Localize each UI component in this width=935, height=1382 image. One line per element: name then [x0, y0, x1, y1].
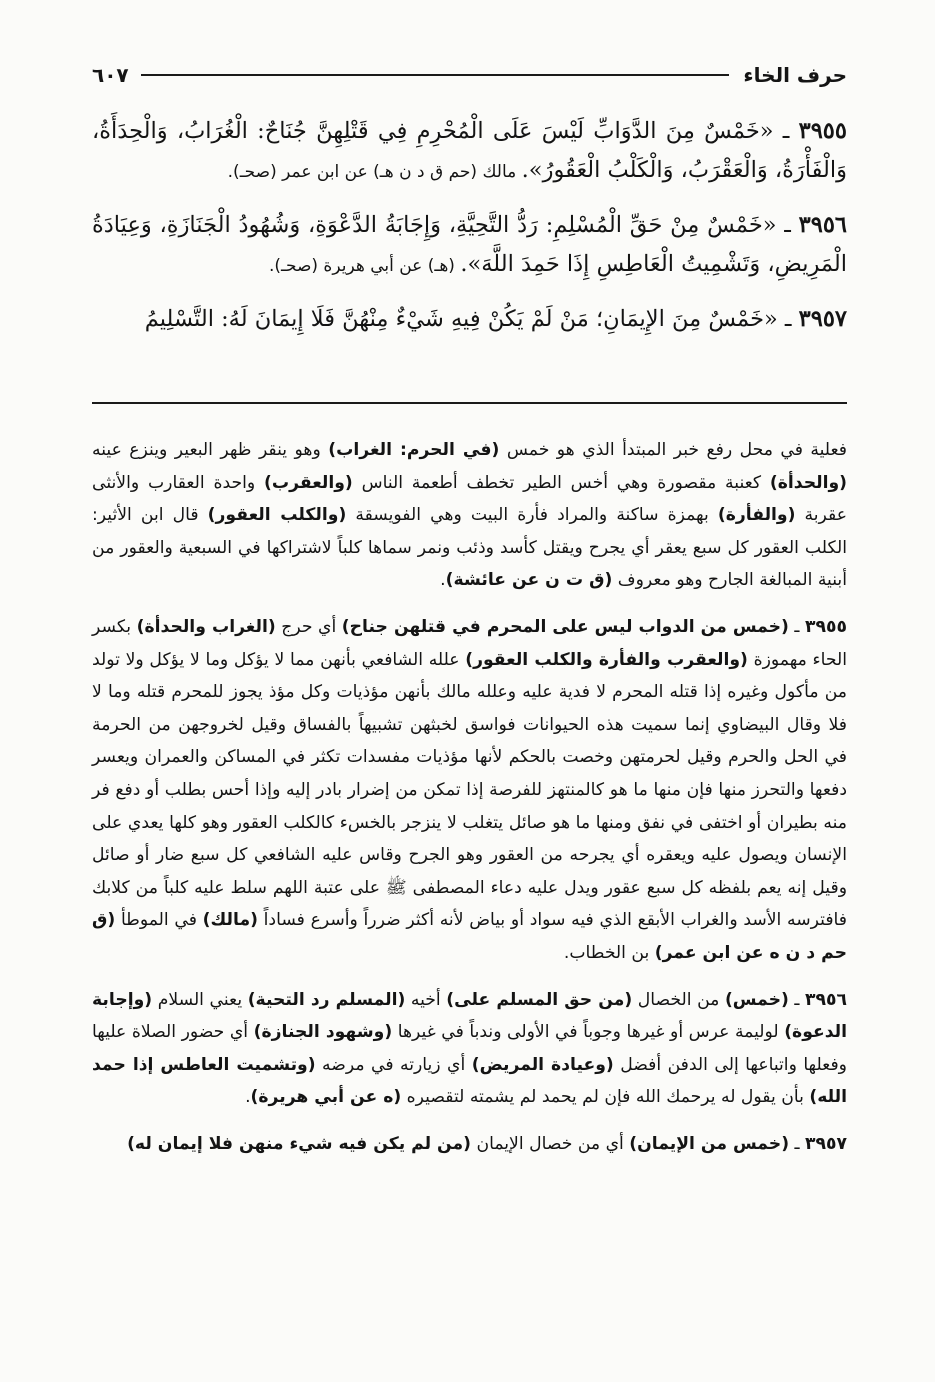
quoted-phrase: (في الحرم: الغراب) [328, 440, 500, 460]
quoted-phrase: (المسلم رد التحية) [247, 989, 406, 1010]
hadith-source: (هـ) عن أبي هريرة (صحـ). [268, 256, 461, 276]
commentary-text: أي حضور الصلاة عليها وفعلها واتباعها إلى الدفن أفضل [92, 1022, 847, 1075]
quoted-phrase: (خمس من الإيمان) [629, 1133, 790, 1154]
quoted-phrase: (خمس من الدواب ليس على المحرم في قتلهن جناح) [341, 616, 789, 637]
commentary-text: كعنبة مقصورة وهي أخس الطير تخطف أطعمة الناس [352, 472, 770, 493]
commentary-text: وهو ينقر ظهر البعير وينزع عينه [92, 440, 329, 460]
commentary-text: ـ [789, 1133, 806, 1154]
commentary-entry [92, 434, 847, 597]
quoted-phrase: (ق ت ن عن عائشة) [445, 570, 613, 591]
commentary-text: أخيه [405, 989, 447, 1010]
entry-dash: ـ [777, 306, 799, 332]
quoted-phrase: (والحدأة) [769, 472, 847, 493]
commentary-block [92, 434, 847, 1174]
commentary-text: واحدة العقارب والأنثى عقربة [92, 472, 847, 526]
quoted-phrase: (وشهود الجنازة) [253, 1022, 393, 1043]
quoted-phrase: (وإجابة الدعوة) [92, 989, 847, 1043]
commentary-text: قال ابن الأثير: الكلب العقور كل سبع يعقر أي يجرح ويقتل كأسد وذئب ونمر سماها كلباً لاشتراكها في السبعية والعقور من أبنية المبالغة الجارح وهو معروف [92, 505, 847, 591]
commentary-entry [92, 984, 847, 1114]
commentary-text: أي زيارته في مرضه [315, 1054, 472, 1075]
hadith-text: «خَمْسٌ مِنْ حَقِّ الْمُسْلِمِ: رَدُّ التَّحِيَّةِ، وَإِجَابَةُ الدَّعْوَةِ، وَشُهُودُ الْجَنَازَةِ، وَعِيَادَةُ الْمَرِيضِ، وَتَشْمِيتُ الْعَاطِسِ إِذَا حَمِدَ اللَّهَ». [92, 212, 847, 277]
entry-dash: ـ [776, 212, 799, 238]
quoted-phrase: (ه عن أبي هريرة) [250, 1087, 402, 1108]
quoted-phrase: (من حق المسلم على) [446, 989, 633, 1010]
commentary-text: بكسر الحاء مهموزة [92, 616, 847, 670]
hadith-entry [92, 206, 847, 286]
commentary-text: يعني السلام [152, 989, 248, 1010]
quoted-phrase: (والعقرب والفأرة والكلب العقور) [465, 649, 748, 670]
hadith-text: «خَمْسٌ مِنَ الإِيمَانِ؛ مَنْ لَمْ يَكُنْ فِيهِ شَيْءٌ مِنْهُنَّ فَلَا إِيمَانَ لَهُ: التَّسْلِيمُ [144, 306, 778, 332]
section-divider [92, 402, 847, 404]
entry-dash: ـ [773, 118, 799, 144]
commentary-text: علله الشافعي بأنهن مما لا يؤكل وما لا يؤكل ولا تولد من مأكول وغيره إذا قتله المحرم لا فدية عليه وعلله مالك بأنهن مؤذيات وكل مؤذ يجوز للمحرم قتله وما لا فلا وقال البيضاوي إنما سميت هذه الحيوانات فواسق لخبثهن تشبيهاً بالفساق وقيل لخروجهن من الحرمة في الحل والحرم وقيل لحرمتهن وخصت بالحكم لأنها مؤذيات مفسدات تكثر في المساكن والعمران ويعسر دفعها والتحرز منها فإن منها ما هو كالمنتهز للفرصة إذا تمكن من إضرار بادر إليه وإذا أحس بطلب أو دفع فر منه بطيران أو اختفى في نفق ومنها ما هو صائل يتغلب لا ينزجر بالخسء كالكلب العقور وهو كلها يعدي على الإنسان ويصول عليه ويعقره أي يجرحه من العقور وهو الجرح وقاس عليه الشافعي كل سبع ضار أو صائل وقيل إنه يعم بلفظه كل سبع عقور ويدل عليه دعاء المصطفى ﷺ على عتبة اللهم سلط عليه كلباً من كلابك فافترسه الأسد والغراب الأبقع الذي فيه سواد أو بياض لأنه أكثر ضرراً وأسرع فساداً [92, 649, 847, 931]
quoted-phrase: (والعقرب) [264, 472, 353, 493]
commentary-text: أي من خصال الإيمان [471, 1133, 630, 1154]
commentary-text: بهمزة ساكنة والمراد فأرة البيت وهي الفويسقة [346, 505, 718, 526]
hadith-entry [92, 300, 847, 341]
quoted-phrase: (الغراب والحدأة) [136, 616, 276, 637]
header-rule [141, 74, 730, 76]
commentary-text: . [245, 1087, 251, 1108]
hadith-number: ٣٩٥٥ [798, 118, 847, 144]
commentary-text: فعلية في محل رفع خبر المبتدأ الذي هو خمس [499, 440, 847, 460]
commentary-text: بن الخطاب. [563, 942, 655, 963]
hadith-text: «خَمْسٌ مِنَ الدَّوَابِّ لَيْسَ عَلَى الْمُحْرِمِ فِي قَتْلِهِنَّ جُنَاحٌ: الْغُرَابُ، وَالْحِدَأَةُ، وَالْفَأْرَةُ، وَالْعَقْرَبُ، وَالْكَلْبُ الْعَقُورُ». [92, 118, 847, 183]
hadith-number: ٣٩٥٧ [798, 306, 847, 332]
hadith-source: مالك (حم ق د ن هـ) عن ابن عمر (صحـ). [227, 162, 522, 182]
quoted-phrase: (ق حم د ن ه عن ابن عمر) [92, 910, 847, 963]
quoted-phrase: (خمس) [724, 989, 789, 1010]
hadith-text-block [92, 112, 847, 355]
quoted-phrase: (والفأرة) [717, 505, 796, 526]
hadith-number: ٣٩٥٦ [798, 212, 847, 238]
commentary-text: ـ [788, 989, 806, 1010]
running-header [92, 60, 847, 90]
hadith-entry [92, 112, 847, 192]
page-number: ٦٠٧ [92, 63, 129, 87]
commentary-text: بأن يقول له يرحمك الله فإن لم يحمد لم يشمته لتقصيره [401, 1087, 810, 1108]
quoted-phrase: (والكلب العقور) [207, 505, 347, 526]
quoted-phrase: (من لم يكن فيه شيء منهن فلا إيمان له) [127, 1133, 472, 1154]
commentary-text: من الخصال [632, 989, 725, 1010]
quoted-phrase: (مالك) [202, 910, 258, 931]
commentary-entry [92, 1128, 847, 1161]
commentary-text: لوليمة عرس أو غيرها وجوباً في الأولى وندباً في غيرها [392, 1022, 785, 1043]
commentary-number: ٣٩٥٥ [805, 616, 847, 637]
commentary-number: ٣٩٥٧ [805, 1133, 847, 1154]
chapter-title: حرف الخاء [743, 63, 847, 87]
quoted-phrase: (وعيادة المريض) [471, 1054, 614, 1075]
commentary-text: في الموطأ [115, 910, 203, 931]
commentary-text: أي حرج [275, 616, 342, 637]
quoted-phrase: (وتشميت العاطس إذا حمد الله) [92, 1054, 847, 1108]
commentary-number: ٣٩٥٦ [805, 989, 847, 1010]
commentary-text: . [440, 570, 446, 591]
commentary-entry [92, 611, 847, 970]
commentary-text: ـ [788, 616, 806, 637]
